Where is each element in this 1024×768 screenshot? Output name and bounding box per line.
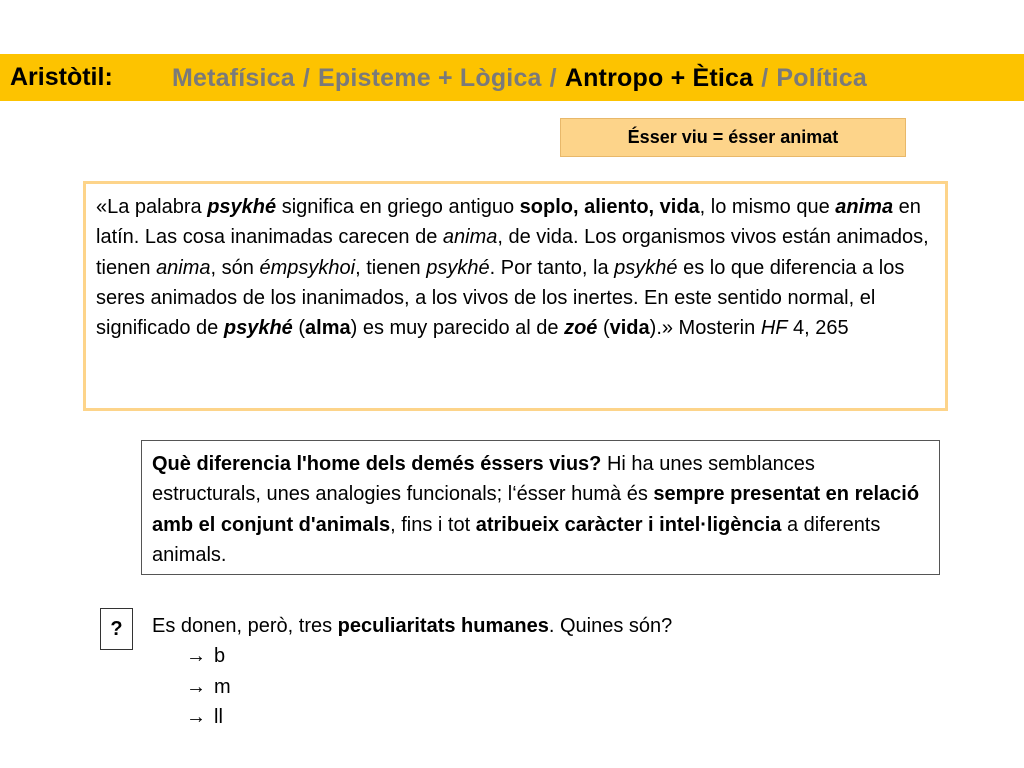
quote-text: , són bbox=[210, 256, 260, 279]
header-nav bbox=[172, 64, 867, 93]
nav-separator: / bbox=[302, 64, 311, 92]
peculiarities-emphasis: peculiaritats humanes bbox=[337, 615, 549, 637]
quote-term-psykhe: psykhé bbox=[426, 256, 490, 279]
header-title: Aristòtil: bbox=[10, 63, 113, 91]
quote-text: . Por tanto, la bbox=[489, 256, 615, 279]
quote-text: , lo mismo que bbox=[699, 196, 836, 218]
quote-source-hf: HF bbox=[760, 317, 788, 340]
quote-term-soplo: soplo, aliento, vida bbox=[519, 196, 700, 218]
peculiarities-text: Es donen, però, tres bbox=[152, 615, 338, 637]
quote-text: , de vida. Los organismos vivos están animados, tienen bbox=[96, 226, 929, 279]
nav-separator: / bbox=[761, 64, 769, 92]
arrow-right-icon: → bbox=[186, 706, 206, 728]
quote-term-empsykhoi: émpsykhoi bbox=[259, 256, 356, 279]
peculiarities-intro bbox=[152, 611, 672, 641]
nav-antropo-etica[interactable]: Antropo + Ètica bbox=[564, 64, 754, 92]
question-box bbox=[141, 440, 940, 575]
quote-term-psykhe: psykhé bbox=[207, 196, 277, 218]
quote-term-anima: anima bbox=[442, 226, 498, 249]
list-item-label: m bbox=[214, 675, 231, 698]
quote-box bbox=[83, 181, 948, 411]
arrow-right-icon: → bbox=[186, 645, 206, 667]
quote-text: ( bbox=[292, 317, 306, 340]
quote-text: «La palabra bbox=[96, 196, 208, 218]
quote-text: significa en griego antiguo bbox=[276, 196, 520, 218]
quote-text: es lo que diferencia a los seres animados de los inanimados, a los vivos de los inertes. En este sentido normal, el significado de bbox=[96, 256, 905, 340]
question-emphasis: sempre presentat en relació amb el conjunt d'animals bbox=[152, 483, 920, 536]
question-heading: Què diferencia l'home dels demés éssers vius? bbox=[152, 453, 602, 475]
quote-term-psykhe: psykhé bbox=[223, 317, 293, 340]
list-item bbox=[186, 641, 231, 672]
quote-text: 4, 265 bbox=[787, 317, 849, 340]
quote-term-zoe: zoé bbox=[564, 317, 598, 340]
arrow-right-icon: → bbox=[186, 675, 206, 698]
quote-term-alma: alma bbox=[305, 317, 351, 340]
list-item-label: ll bbox=[214, 706, 223, 728]
quote-term-anima: anima bbox=[156, 256, 211, 279]
question-text: a diferents animals. bbox=[152, 513, 881, 566]
quote-term-vida: vida bbox=[609, 317, 650, 340]
peculiarities-list bbox=[186, 641, 231, 733]
question-text: Hi ha unes semblances estructurals, unes analogies funcionals; l‘ésser humà és bbox=[152, 453, 815, 506]
question-text: , fins i tot bbox=[390, 513, 476, 536]
quote-term-psykhe: psykhé bbox=[614, 256, 678, 279]
subtitle-box: Ésser viu = ésser animat bbox=[560, 118, 906, 157]
list-item-label: b bbox=[214, 645, 226, 667]
peculiarities-text: . Quines són? bbox=[548, 615, 673, 637]
list-item bbox=[186, 702, 231, 733]
quote-text: ) es muy parecido al de bbox=[350, 317, 565, 340]
quote-text: ( bbox=[597, 317, 610, 340]
nav-episteme-logica[interactable]: Episteme + Lògica bbox=[318, 64, 542, 92]
list-item bbox=[186, 672, 231, 703]
nav-separator: / bbox=[549, 64, 557, 92]
question-emphasis: atribueix caràcter i intel·ligència bbox=[475, 513, 782, 536]
nav-metafisica[interactable]: Metafísica bbox=[172, 64, 295, 92]
question-mark-box: ? bbox=[100, 608, 133, 650]
nav-politica[interactable]: Política bbox=[776, 64, 867, 92]
quote-text: ).» Mosterin bbox=[649, 317, 761, 340]
quote-text: , tienen bbox=[355, 256, 427, 279]
quote-text: en latín. Las cosa inanimadas carecen de bbox=[96, 196, 921, 249]
quote-term-anima: anima bbox=[835, 196, 894, 218]
